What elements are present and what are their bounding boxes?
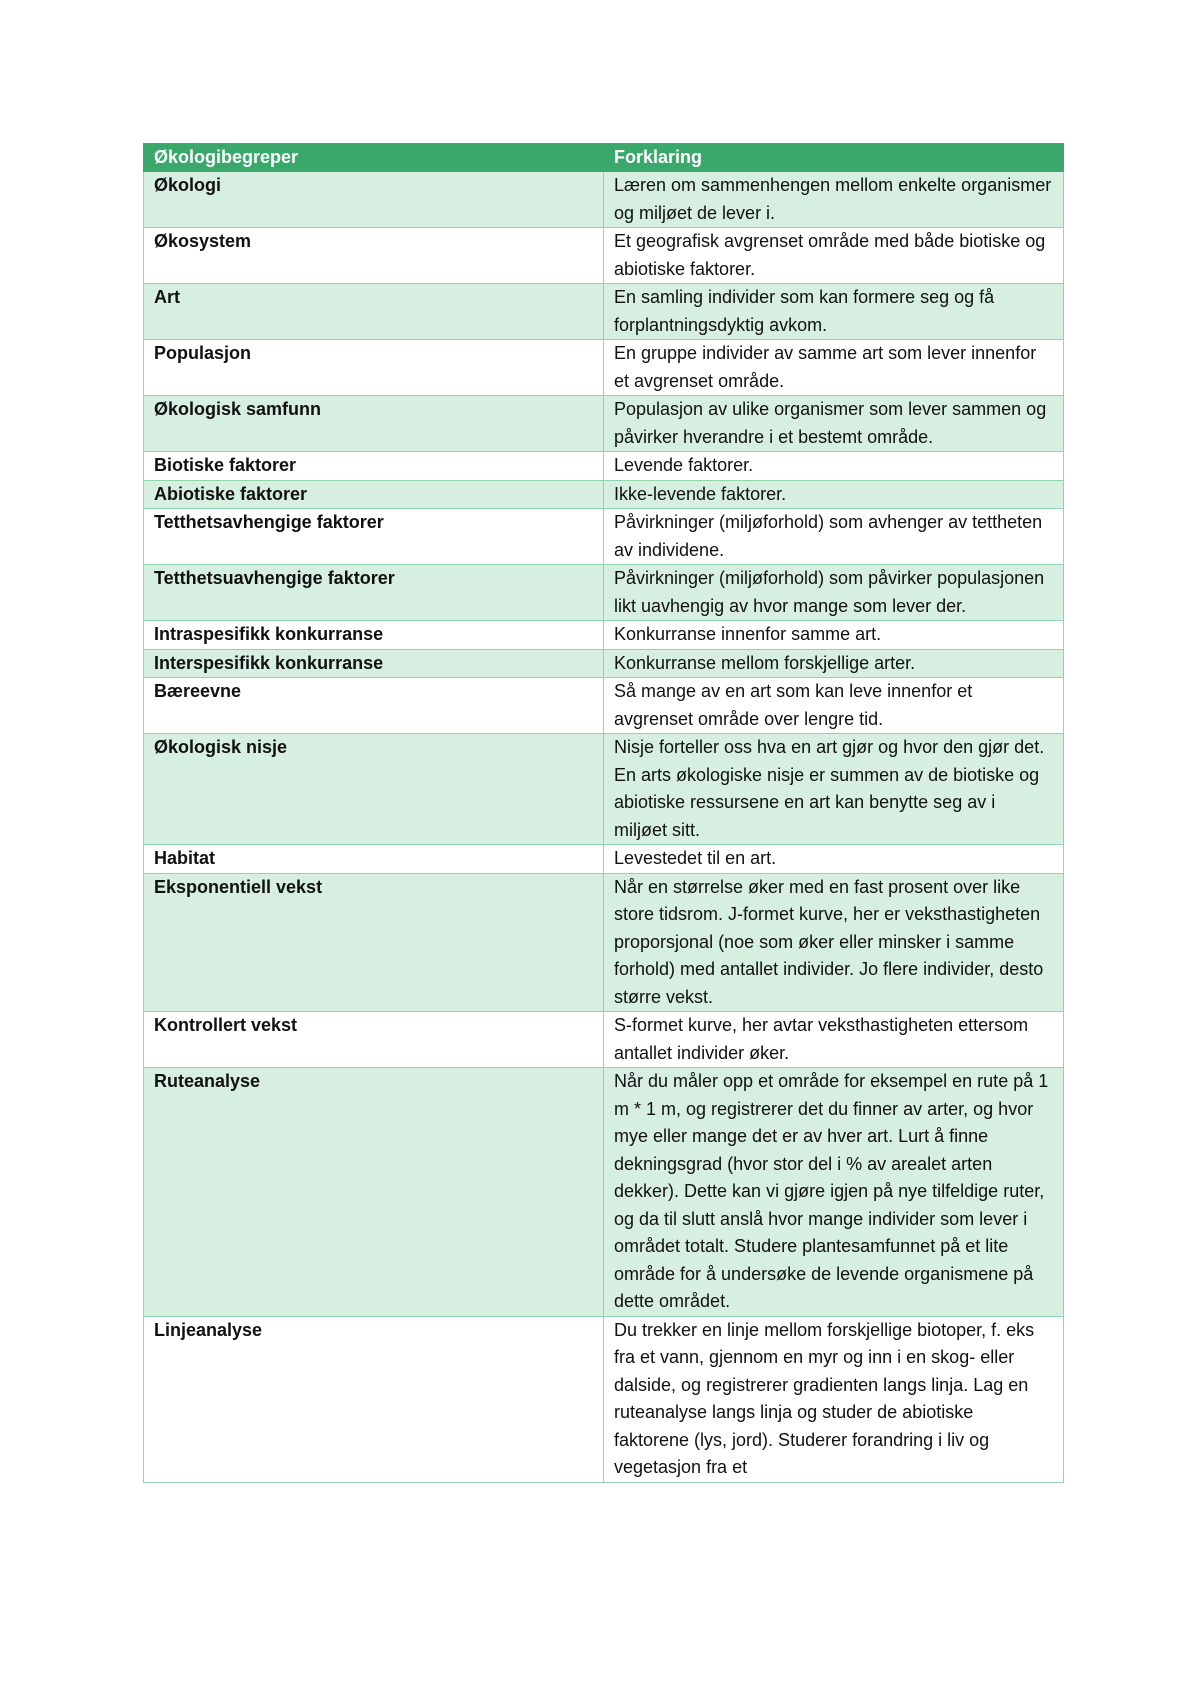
header-term: Økologibegreper: [144, 144, 604, 172]
definition-cell: Påvirkninger (miljøforhold) som påvirker populasjonen likt uavhengig av hvor mange som lever der.: [604, 565, 1064, 621]
table-row: [144, 172, 1064, 228]
definition-cell: Så mange av en art som kan leve innenfor et avgrenset område over lengre tid.: [604, 678, 1064, 734]
header-definition: Forklaring: [604, 144, 1064, 172]
table-row: [144, 1068, 1064, 1317]
term-cell: Abiotiske faktorer: [144, 480, 604, 509]
term-cell: Økologisk nisje: [144, 734, 604, 845]
term-cell: Bæreevne: [144, 678, 604, 734]
term-cell: Økosystem: [144, 228, 604, 284]
definition-cell: Konkurranse mellom forskjellige arter.: [604, 649, 1064, 678]
term-cell: Interspesifikk konkurranse: [144, 649, 604, 678]
definition-cell: Når du måler opp et område for eksempel en rute på 1 m * 1 m, og registrerer det du finner av arter, og hvor mye eller mange det er av hver art. Lurt å finne dekningsgrad (hvor stor del i % av arealet arten dekker). Dette kan vi gjøre igjen på nye tilfeldige ruter, og da til slutt anslå hvor mange individer som lever i området totalt. Studere plantesamfunnet på et lite område for å undersøke de levende organismene på dette området.: [604, 1068, 1064, 1317]
term-cell: Eksponentiell vekst: [144, 873, 604, 1012]
definition-cell: Du trekker en linje mellom forskjellige biotoper, f. eks fra et vann, gjennom en myr og inn i en skog- eller dalside, og registrerer gradienten langs linja. Lag en ruteanalyse langs linja og studer de abiotiske faktorene (lys, jord). Studerer forandring i liv og vegetasjon fra et: [604, 1316, 1064, 1482]
definition-cell: Et geografisk avgrenset område med både biotiske og abiotiske faktorer.: [604, 228, 1064, 284]
table-row: [144, 340, 1064, 396]
table-row: [144, 1012, 1064, 1068]
table-row: [144, 649, 1064, 678]
definition-cell: Konkurranse innenfor samme art.: [604, 621, 1064, 650]
table-row: [144, 228, 1064, 284]
term-cell: Populasjon: [144, 340, 604, 396]
definition-cell: Levestedet til en art.: [604, 845, 1064, 874]
definition-cell: Når en størrelse øker med en fast prosent over like store tidsrom. J-formet kurve, her er veksthastigheten proporsjonal (noe som øker eller minsker i samme forhold) med antallet individer. Jo flere individer, desto større vekst.: [604, 873, 1064, 1012]
term-cell: Kontrollert vekst: [144, 1012, 604, 1068]
definition-cell: Levende faktorer.: [604, 452, 1064, 481]
term-cell: Linjeanalyse: [144, 1316, 604, 1482]
table-header-row: [144, 144, 1064, 172]
term-cell: Art: [144, 284, 604, 340]
definition-cell: En gruppe individer av samme art som lever innenfor et avgrenset område.: [604, 340, 1064, 396]
table-row: [144, 845, 1064, 874]
table-row: [144, 1316, 1064, 1482]
ecology-glossary-table: [143, 143, 1064, 1483]
term-cell: Tetthetsuavhengige faktorer: [144, 565, 604, 621]
definition-cell: Nisje forteller oss hva en art gjør og hvor den gjør det. En arts økologiske nisje er summen av de biotiske og abiotiske ressursene en art kan benytte seg av i miljøet sitt.: [604, 734, 1064, 845]
table-row: [144, 509, 1064, 565]
term-cell: Økologi: [144, 172, 604, 228]
term-cell: Intraspesifikk konkurranse: [144, 621, 604, 650]
table-row: [144, 480, 1064, 509]
table-row: [144, 284, 1064, 340]
table-row: [144, 873, 1064, 1012]
document-page: [143, 143, 1063, 1483]
term-cell: Ruteanalyse: [144, 1068, 604, 1317]
table-row: [144, 678, 1064, 734]
definition-cell: S-formet kurve, her avtar veksthastigheten ettersom antallet individer øker.: [604, 1012, 1064, 1068]
definition-cell: Ikke-levende faktorer.: [604, 480, 1064, 509]
table-row: [144, 621, 1064, 650]
definition-cell: En samling individer som kan formere seg og få forplantningsdyktig avkom.: [604, 284, 1064, 340]
term-cell: Tetthetsavhengige faktorer: [144, 509, 604, 565]
table-row: [144, 452, 1064, 481]
term-cell: Økologisk samfunn: [144, 396, 604, 452]
table-row: [144, 565, 1064, 621]
term-cell: Habitat: [144, 845, 604, 874]
definition-cell: Populasjon av ulike organismer som lever sammen og påvirker hverandre i et bestemt område.: [604, 396, 1064, 452]
table-row: [144, 734, 1064, 845]
definition-cell: Påvirkninger (miljøforhold) som avhenger av tettheten av individene.: [604, 509, 1064, 565]
table-row: [144, 396, 1064, 452]
term-cell: Biotiske faktorer: [144, 452, 604, 481]
definition-cell: Læren om sammenhengen mellom enkelte organismer og miljøet de lever i.: [604, 172, 1064, 228]
